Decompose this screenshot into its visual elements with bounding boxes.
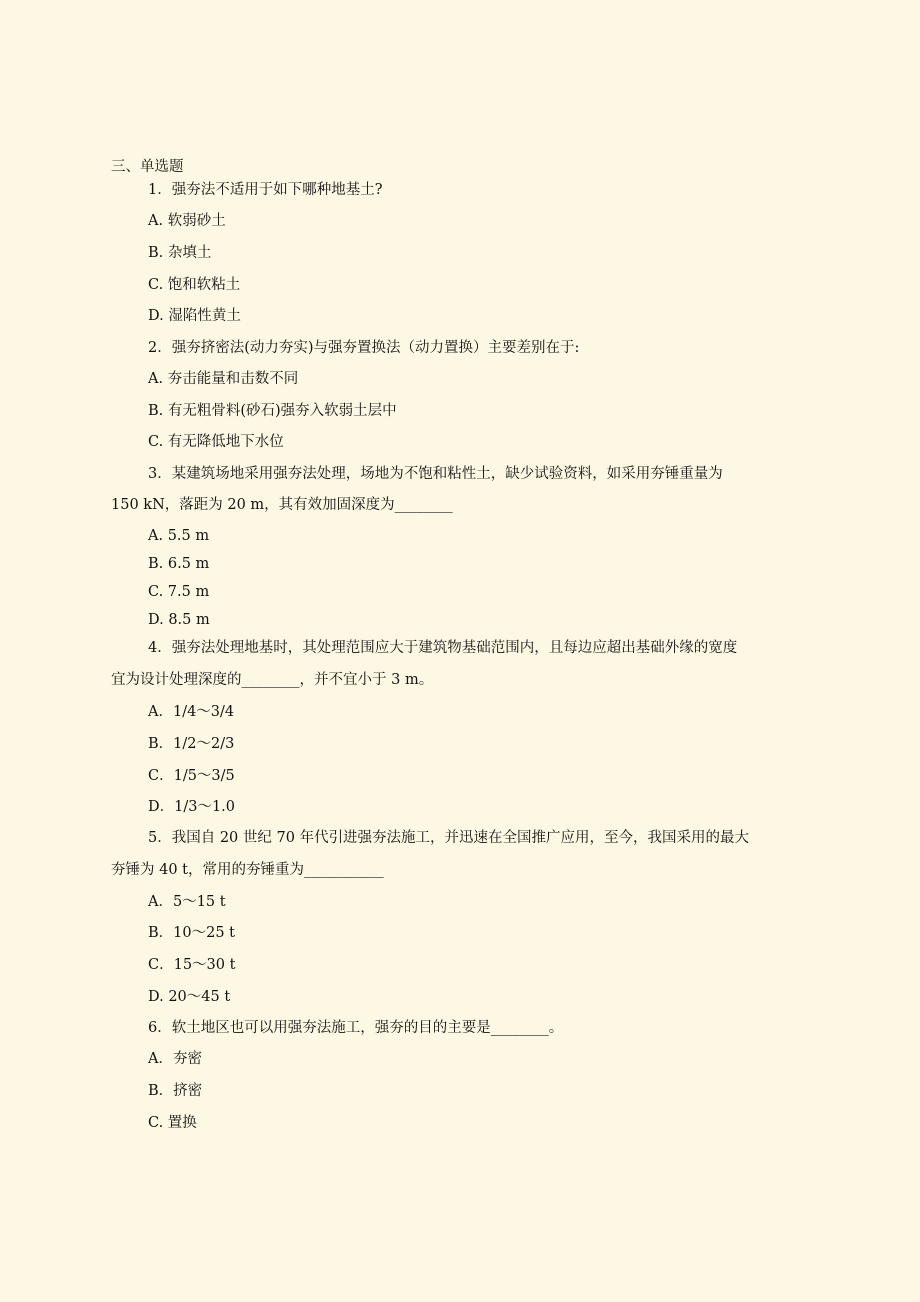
question-1-option-a: A. 软弱砂土 — [148, 213, 226, 229]
question-3-option-d: D. 8.5 m — [148, 612, 210, 628]
question-2-option-b: B. 有无粗骨料(砂石)强夯入软弱土层中 — [148, 403, 397, 419]
question-6-option-c: C. 置换 — [148, 1115, 197, 1131]
question-3-option-a: A. 5.5 m — [148, 528, 210, 544]
question-6-option-a: A．夯密 — [148, 1051, 202, 1067]
question-4-option-a: A．1/4～3/4 — [148, 704, 235, 720]
question-4-option-b: B．1/2～2/3 — [148, 736, 235, 752]
question-1-option-b: B. 杂填土 — [148, 245, 212, 261]
question-5-option-c: C．15～30 t — [148, 957, 236, 973]
question-4-stem-line-2: 宜为设计处理深度的________，并不宜小于 3 m。 — [111, 672, 434, 688]
question-5-option-d: D. 20～45 t — [148, 989, 231, 1005]
question-2-stem: 2．强夯挤密法(动力夯实)与强夯置换法（动力置换）主要差别在于: — [148, 340, 580, 356]
question-2-option-c: C. 有无降低地下水位 — [148, 434, 284, 450]
question-4-stem-line-1: 4．强夯法处理地基时，其处理范围应大于建筑物基础范围内，且每边应超出基础外缘的宽度 — [148, 640, 738, 656]
question-5-option-a: A．5～15 t — [148, 894, 226, 910]
question-3-option-b: B. 6.5 m — [148, 556, 210, 572]
question-5-stem-line-1: 5．我国自 20 世纪 70 年代引进强夯法施工，并迅速在全国推广应用，至今，我国采用的最大 — [148, 830, 750, 846]
question-1-stem: 1．强夯法不适用于如下哪种地基土? — [148, 182, 383, 198]
question-4-option-c: C．1/5～3/5 — [148, 768, 235, 784]
question-4-option-d: D．1/3～1.0 — [148, 799, 236, 815]
question-5-stem-line-2: 夯锤为 40 t，常用的夯锤重为___________ — [111, 862, 384, 878]
question-1-option-c: C. 饱和软粘土 — [148, 277, 241, 293]
question-5-option-b: B．10～25 t — [148, 925, 235, 941]
question-6-stem: 6．软土地区也可以用强夯法施工，强夯的目的主要是________。 — [148, 1020, 564, 1036]
question-6-option-b: B．挤密 — [148, 1083, 203, 1099]
question-1-option-d: D. 湿陷性黄土 — [148, 308, 241, 324]
question-3-stem-line-1: 3．某建筑场地采用强夯法处理，场地为不饱和粘性土，缺少试验资料，如采用夯锤重量为 — [148, 466, 723, 482]
question-3-stem-line-2: 150 kN，落距为 20 m，其有效加固深度为________ — [111, 497, 453, 513]
question-2-option-a: A. 夯击能量和击数不同 — [148, 371, 299, 387]
question-3-option-c: C. 7.5 m — [148, 584, 210, 600]
section-heading: 三、单选题 — [111, 159, 184, 175]
